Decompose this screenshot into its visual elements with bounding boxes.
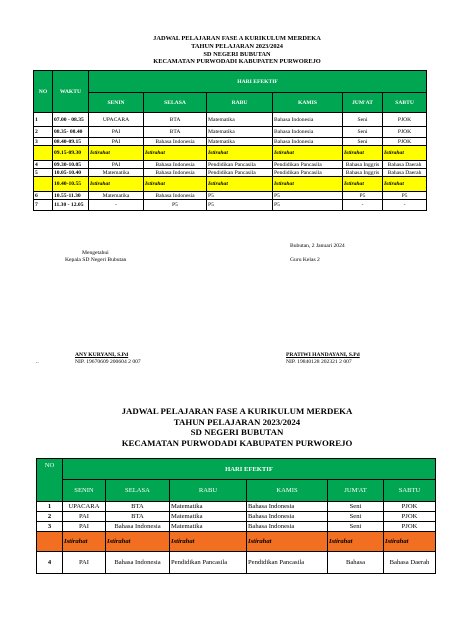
subject-cell: Bahasa Inggris	[343, 161, 383, 169]
subject-cell: UPACARA	[63, 502, 106, 512]
row-number: 7	[34, 200, 53, 211]
place-date: Bubutan, 2 Januari 2024	[290, 243, 345, 249]
subject-cell: P5	[273, 200, 343, 211]
header-no: NO	[34, 71, 53, 113]
break-cell: Istirahat	[328, 532, 384, 552]
table-row	[34, 127, 427, 138]
header-hari-efektif: HARI EFEKTIF	[63, 459, 436, 480]
doc1-title-line: TAHUN PELAJARAN 2023/2024	[191, 42, 283, 50]
subject-cell: -	[383, 200, 427, 211]
break-cell: Istirahat	[89, 146, 144, 161]
break-cell: Istirahat	[89, 177, 144, 192]
subject-cell: Bahasa Indonesia	[144, 169, 207, 177]
doc2-title	[0, 406, 474, 448]
row-number	[34, 146, 53, 161]
day-header: KAMIS	[247, 480, 328, 502]
day-header: SABTU	[384, 480, 436, 502]
break-cell: Istirahat	[273, 177, 343, 192]
table-header-row	[37, 459, 436, 480]
break-row	[34, 146, 427, 161]
break-cell: Istirahat	[207, 146, 273, 161]
subject-cell: Bahasa Indonesia	[273, 113, 343, 127]
subject-cell: Bahasa Daerah	[383, 161, 427, 169]
break-cell: Istirahat	[106, 532, 170, 552]
subject-cell: PJOK	[384, 502, 436, 512]
header-waktu: WAKTU	[53, 71, 89, 113]
subject-cell: Bahasa Indonesia	[106, 552, 170, 574]
subject-cell: BTA	[144, 127, 207, 138]
subject-cell: Bahasa Daerah	[384, 552, 436, 574]
subject-cell: Bahasa Indonesia	[144, 192, 207, 200]
doc2-title-line: KECAMATAN PURWODADI KABUPATEN PURWOREJO	[121, 437, 353, 448]
subject-cell: -	[343, 200, 383, 211]
table-row	[37, 512, 436, 522]
subject-cell: PJOK	[383, 113, 427, 127]
subject-cell: Bahasa	[328, 552, 384, 574]
kepala-nip: NIP. 19670609 200604 2 007	[75, 359, 141, 365]
row-time: 11.30 - 12.05	[53, 200, 89, 211]
break-cell: Istirahat	[247, 532, 328, 552]
break-cell: Istirahat	[207, 177, 273, 192]
subject-cell: BTA	[106, 502, 170, 512]
subject-cell: Bahasa Indonesia	[247, 512, 328, 522]
day-header: SENIN	[89, 93, 144, 113]
subject-cell: PJOK	[384, 512, 436, 522]
row-time: 10.05-10.40	[53, 169, 89, 177]
subject-cell: PAI	[89, 127, 144, 138]
row-time: 10.55-11.30	[53, 192, 89, 200]
subject-cell: P5	[207, 200, 273, 211]
guru-signature	[286, 352, 360, 366]
row-time: 09.15-09.30	[53, 146, 89, 161]
table-row	[34, 161, 427, 169]
table-row	[34, 200, 427, 211]
row-time: 09.30-10.05	[53, 161, 89, 169]
row-number: 1	[37, 502, 63, 512]
doc2-schedule-table	[36, 458, 436, 574]
row-number: 4	[34, 161, 53, 169]
day-header: KAMIS	[273, 93, 343, 113]
row-time: 08.35- 08.40	[53, 127, 89, 138]
subject-cell: PJOK	[383, 138, 427, 146]
kepala-name: ANY KURYANI, S.Pd	[75, 352, 129, 358]
day-header: SELASA	[106, 480, 170, 502]
subject-cell: Seni	[343, 138, 383, 146]
day-header: JUM'AT	[328, 480, 384, 502]
day-header: SABTU	[383, 93, 427, 113]
break-cell: Istirahat	[383, 177, 427, 192]
header-hari-efektif: HARI EFEKTIF	[89, 71, 427, 93]
mengetahui-label: Mengetahui	[82, 250, 109, 256]
break-cell: Istirahat	[343, 177, 383, 192]
dots: ..	[36, 359, 39, 365]
kepala-title: Kepala SD Negeri Bubutan	[65, 257, 127, 263]
table-header-row	[34, 71, 427, 93]
kepala-signature	[75, 352, 141, 366]
row-time: 07.00 - 08.35	[53, 113, 89, 127]
table-row	[34, 192, 427, 200]
doc1-title-line: SD NEGERI BUBUTAN	[203, 50, 271, 58]
row-number: 4	[37, 552, 63, 574]
subject-cell: Bahasa Indonesia	[247, 502, 328, 512]
subject-cell: Seni	[328, 522, 384, 532]
subject-cell: Bahasa Indonesia	[247, 522, 328, 532]
subject-cell: Pendidikan Pancasila	[247, 552, 328, 574]
subject-cell: Bahasa Indonesia	[144, 161, 207, 169]
subject-cell: Matematika	[207, 113, 273, 127]
doc1-title-line: KECAMATAN PURWODADI KABUPATEN PURWOREJO	[153, 58, 321, 66]
subject-cell: PAI	[63, 512, 106, 522]
row-time: 08.40-09.15	[53, 138, 89, 146]
subject-cell: Bahasa Indonesia	[144, 138, 207, 146]
doc2-title-line: TAHUN PELAJARAN 2023/2024	[173, 416, 301, 427]
doc2-title-line: SD NEGERI BUBUTAN	[190, 427, 284, 438]
day-header: RABU	[170, 480, 247, 502]
subject-cell: Seni	[343, 127, 383, 138]
subject-cell: P5	[273, 192, 343, 200]
table-row	[34, 138, 427, 146]
subject-cell: PAI	[89, 138, 144, 146]
subject-cell: Bahasa Indonesia	[106, 522, 170, 532]
table-row	[34, 113, 427, 127]
row-number: 3	[34, 138, 53, 146]
row-number: 2	[37, 512, 63, 522]
subject-cell: Matematika	[170, 512, 247, 522]
break-row	[34, 177, 427, 192]
break-cell: Istirahat	[343, 146, 383, 161]
table-days-row	[34, 93, 427, 113]
subject-cell: UPACARA	[89, 113, 144, 127]
subject-cell: Matematika	[207, 127, 273, 138]
subject-cell: Bahasa Indonesia	[273, 138, 343, 146]
subject-cell: Pendidikan Pancasila	[207, 169, 273, 177]
break-cell: Istirahat	[383, 146, 427, 161]
table-row	[37, 502, 436, 512]
doc1-title-line: JADWAL PELAJARAN FASE A KURIKULUM MERDEKA	[153, 35, 321, 42]
subject-cell: Matematika	[170, 502, 247, 512]
row-number	[37, 532, 63, 552]
doc1-title	[0, 35, 474, 66]
subject-cell: PAI	[89, 161, 144, 169]
table-row	[34, 169, 427, 177]
header-no: NO	[37, 459, 63, 502]
guru-nip: NIP. 19840128 202321 2 007	[286, 359, 352, 365]
break-cell: Istirahat	[170, 532, 247, 552]
subject-cell: Seni	[328, 512, 384, 522]
day-header: SENIN	[63, 480, 106, 502]
row-number: 3	[37, 522, 63, 532]
subject-cell: Pendidikan Pancasila	[170, 552, 247, 574]
subject-cell: BTA	[144, 113, 207, 127]
subject-cell: -	[89, 200, 144, 211]
subject-cell: Bahasa Indonesia	[273, 127, 343, 138]
subject-cell: Bahasa Daerah	[383, 169, 427, 177]
row-number	[34, 177, 53, 192]
subject-cell: Matematika	[89, 169, 144, 177]
break-cell: Istirahat	[273, 146, 343, 161]
subject-cell: P5	[343, 192, 383, 200]
subject-cell: Pendidikan Pancasila	[273, 161, 343, 169]
break-cell: Istirahat	[384, 532, 436, 552]
subject-cell: Pendidikan Pancasila	[273, 169, 343, 177]
table-row	[37, 522, 436, 532]
subject-cell: Bahasa Inggris	[343, 169, 383, 177]
subject-cell: Pendidikan Pancasila	[207, 161, 273, 169]
subject-cell: Matematika	[89, 192, 144, 200]
subject-cell: Matematika	[207, 138, 273, 146]
subject-cell: BTA	[106, 512, 170, 522]
row-number: 2	[34, 127, 53, 138]
day-header: RABU	[207, 93, 273, 113]
row-number: 6	[34, 192, 53, 200]
subject-cell: P5	[383, 192, 427, 200]
break-row	[37, 532, 436, 552]
subject-cell: P5	[207, 192, 273, 200]
break-cell: Istirahat	[63, 532, 106, 552]
table-days-row	[37, 480, 436, 502]
subject-cell: Seni	[343, 113, 383, 127]
day-header: JUM'AT	[343, 93, 383, 113]
day-header: SELASA	[144, 93, 207, 113]
row-number: 1	[34, 113, 53, 127]
row-number: 5	[34, 169, 53, 177]
doc2-title-line: JADWAL PELAJARAN FASE A KURIKULUM MERDEKA	[121, 406, 353, 416]
doc1-schedule-table	[33, 70, 427, 211]
break-cell: Istirahat	[144, 177, 207, 192]
subject-cell: PAI	[63, 522, 106, 532]
subject-cell: P5	[144, 200, 207, 211]
subject-cell: PJOK	[383, 127, 427, 138]
table-row	[37, 552, 436, 574]
subject-cell: Seni	[328, 502, 384, 512]
guru-title: Guru Kelas 2	[290, 257, 320, 263]
break-cell: Istirahat	[144, 146, 207, 161]
row-time: 10.40-10.55	[53, 177, 89, 192]
subject-cell: PAI	[63, 552, 106, 574]
guru-name: PRATIWI HANDAYANI, S.Pd	[286, 352, 360, 358]
subject-cell: PJOK	[384, 522, 436, 532]
subject-cell: Matematika	[170, 522, 247, 532]
